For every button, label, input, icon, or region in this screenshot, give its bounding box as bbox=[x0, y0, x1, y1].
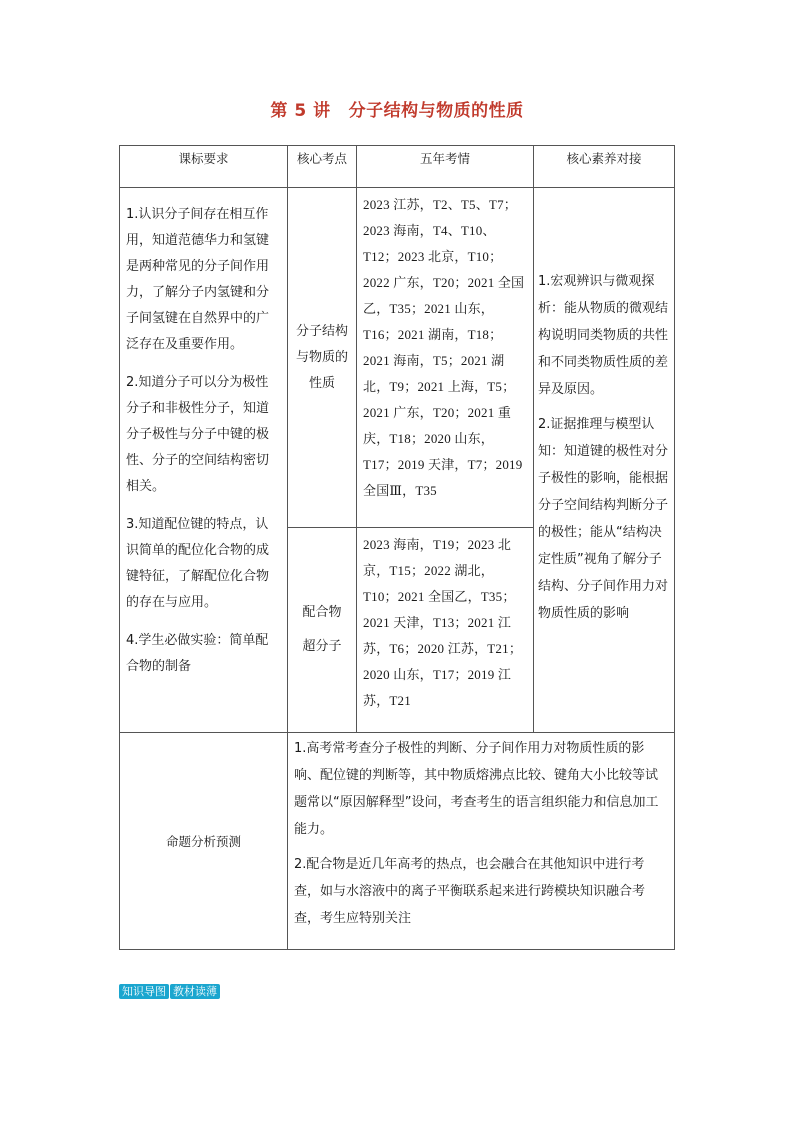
literacy-item: 1.宏观辨识与微观探析：能从物质的微观结构说明同类物质的共性和不同类物质性质的差异及原因。 bbox=[538, 274, 669, 397]
requirements-cell bbox=[120, 188, 288, 733]
page-title bbox=[0, 96, 794, 121]
prediction-cell bbox=[288, 733, 675, 950]
tag-textbook-reading[interactable]: 教材读薄 bbox=[170, 984, 220, 999]
table-row bbox=[120, 188, 675, 528]
key-point-complex: 配合物 超分子 bbox=[288, 528, 357, 733]
syllabus-table bbox=[119, 145, 675, 950]
requirement-item: 3.知道配位键的特点，认识简单的配位化合物的成键特征，了解配位化合物的存在与应用。 bbox=[126, 517, 270, 610]
requirement-item: 4.学生必做实验：简单配合物的制备 bbox=[126, 633, 269, 674]
prediction-item: 1.高考常考查分子极性的判断、分子间作用力对物质性质的影响、配位键的判断等，其中物质熔沸点比较、键角大小比较等试题常以“原因解释型”设问，考查考生的语言组织能力和信息加工能力。 bbox=[294, 741, 659, 837]
lesson-topic: 分子结构与物质的性质 bbox=[348, 101, 524, 121]
header-core-literacy: 核心素养对接 bbox=[534, 146, 675, 188]
header-key-points: 核心考点 bbox=[288, 146, 357, 188]
exam-history-1: 2023 江苏，T2、T5、T7；2023 海南，T4、T10、T12；2023 北京，T10；2022 广东，T20；2021 全国乙，T35；2021 山东，T16；2021 湖南，T18；2021 海南，T5；2021 湖北，T9；2021 上海，T5；2021 广东，T20；2021 重庆，T18；2020 山东，T17；2019 天津，T7；2019 全国Ⅲ，T35 bbox=[357, 188, 534, 528]
key-point-structure: 分子结构 与物质的 性质 bbox=[288, 188, 357, 528]
table-header-row bbox=[120, 146, 675, 188]
literacy-item: 2.证据推理与模型认知：知道键的极性对分子极性的影响，能根据分子空间结构判断分子的极性；能从“结构决定性质”视角了解分子结构、分子间作用力对物质性质的影响 bbox=[538, 417, 669, 621]
lesson-number: 第 5 讲 bbox=[270, 101, 331, 121]
prediction-item: 2.配合物是近几年高考的热点，也会融合在其他知识中进行考查，如与水溶液中的离子平衡联系起来进行跨模块知识融合考查，考生应特别关注 bbox=[294, 857, 646, 926]
section-tags bbox=[119, 984, 220, 999]
exam-history-2: 2023 海南，T19；2023 北京，T15；2022 湖北，T10；2021 全国乙，T35；2021 天津，T13；2021 江苏，T6；2020 江苏，T21；2020 山东，T17；2019 江苏，T21 bbox=[357, 528, 534, 733]
header-exam-history: 五年考情 bbox=[357, 146, 534, 188]
prediction-label: 命题分析预测 bbox=[120, 733, 288, 950]
prediction-row bbox=[120, 733, 675, 950]
requirement-item: 2.知道分子可以分为极性分子和非极性分子，知道分子极性与分子中键的极性、分子的空间结构密切相关。 bbox=[126, 375, 270, 494]
requirement-item: 1.认识分子间存在相互作用，知道范德华力和氢键是两种常见的分子间作用力，了解分子内氢键和分子间氢键在自然界中的广泛存在及重要作用。 bbox=[126, 207, 270, 352]
tag-knowledge-map[interactable]: 知识导图 bbox=[119, 984, 169, 999]
header-requirements: 课标要求 bbox=[120, 146, 288, 188]
literacy-cell bbox=[534, 188, 675, 733]
